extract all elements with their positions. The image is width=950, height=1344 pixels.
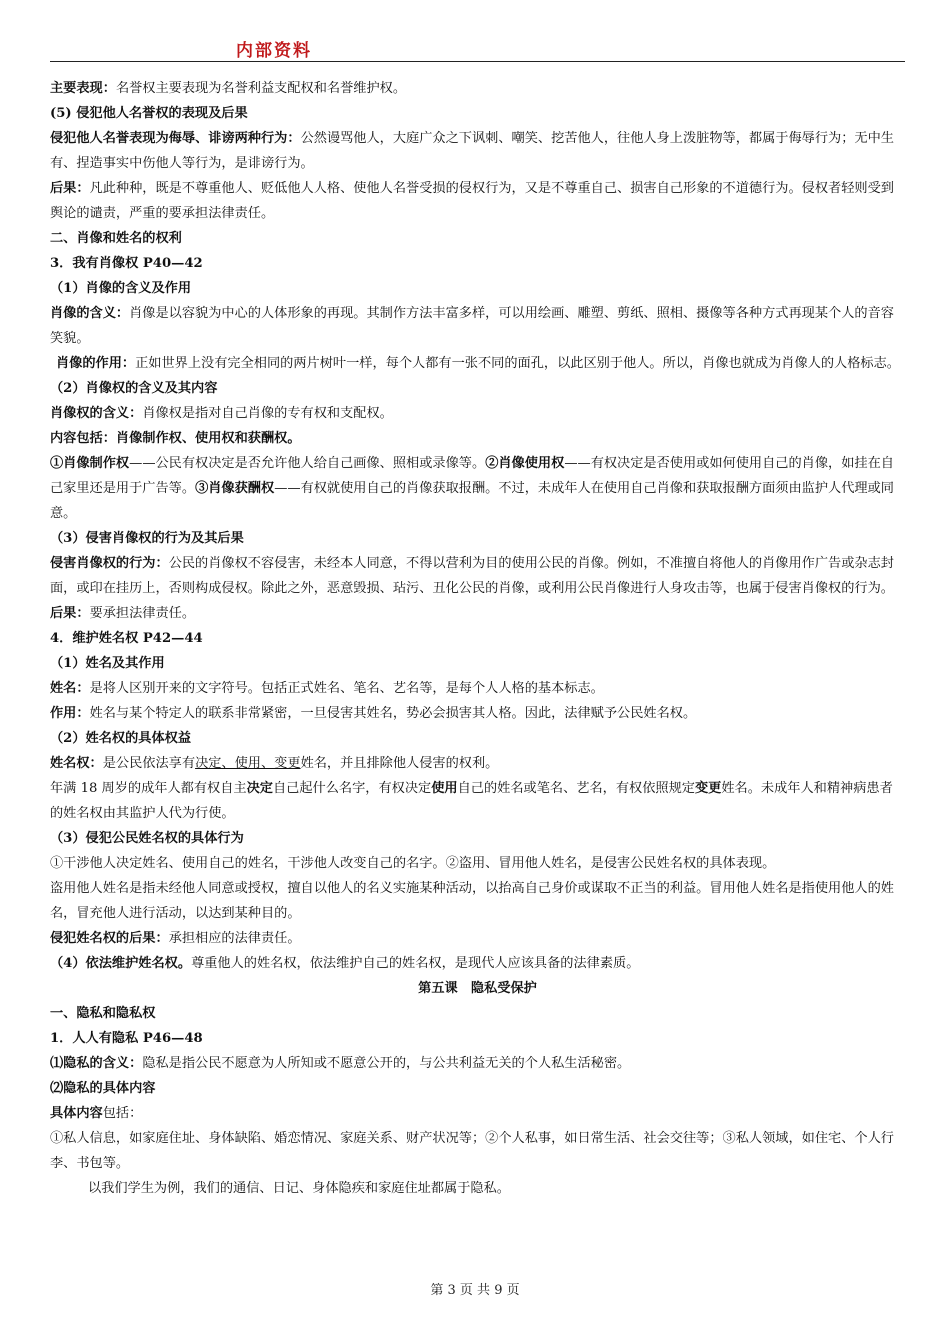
subheading-portrait-right-content: （2）肖像权的含义及其内容: [50, 381, 218, 396]
lesson-five-title: 第五课 隐私受保护: [418, 981, 537, 996]
para-student-privacy-example: 以我们学生为例，我们的通信、日记、身体隐疾和家庭住址都属于隐私。: [88, 1181, 510, 1196]
internal-material-stamp: 内部资料: [236, 41, 312, 61]
para-portrait-meaning: 肖像的含义：肖像是以容貌为中心的人体形象的再现。其制作方法丰富多样，可以用绘画、雕塑、剪纸、照相、摄像等各种方式再现某个人的音容笑貌。: [50, 306, 894, 346]
para-privacy-meaning: ⑴隐私的含义：隐私是指公民不愿意为人所知或不愿意公开的，与公共利益无关的个人私生活秘密。: [50, 1056, 631, 1071]
para-name-right-definition: 姓名权：是公民依法享有决定、使用、变更姓名，并且排除他人侵害的权利。: [50, 756, 499, 771]
subheading-portrait-meaning: （1）肖像的含义及作用: [50, 281, 192, 296]
subheading-name-function: （1）姓名及其作用: [50, 656, 165, 671]
subheading-privacy-content: ⑵隐私的具体内容: [50, 1081, 156, 1096]
line-specific-content: 具体内容包括：: [50, 1106, 143, 1121]
document-body: [50, 76, 905, 1201]
para-name-misuse: 盗用他人姓名是指未经他人同意或授权，擅自以他人的名义实施某种活动，以抬高自己身价或谋取不正当的利益。冒用他人姓名是指使用他人的姓名，冒充他人进行活动，以达到某种目的。: [50, 881, 894, 921]
para-portrait-infringement: 侵害肖像权的行为：公民的肖像权不容侵害，未经本人同意，不得以营利为目的使用公民的肖像。例如，不准擅自将他人的肖像用作广告或杂志封面，或印在挂历上，否则构成侵权。除此之外，恶意毁损、玷污、丑化公民的肖像，或利用公民肖像进行人身攻击等，也属于侵害肖像权的行为。: [50, 556, 894, 596]
heading-everyone-has-privacy: 1．人人有隐私 P46—48: [50, 1031, 203, 1046]
para-insult-defamation: 侵犯他人名誉表现为侮辱、诽谤两种行为：公然谩骂他人，大庭广众之下讽刺、嘲笑、挖苦他人，往他人身上泼脏物等，都属于侮辱行为；无中生有、捏造事实中伤他人等行为，是诽谤行为。: [50, 131, 894, 171]
line-main-manifestation: 主要表现：名誉权主要表现为名誉利益支配权和名誉维护权。: [50, 81, 407, 96]
para-protect-name-right: （4）依法维护姓名权。尊重他人的姓名权，依法维护自己的姓名权，是现代人应该具备的法律素质。: [50, 956, 640, 971]
heading-portrait-right: 3．我有肖像权 P40—42: [50, 256, 203, 271]
para-portrait-right-meaning: 肖像权的含义：肖像权是指对自己肖像的专有权和支配权。: [50, 406, 393, 421]
subheading-infringe-reputation: (5) 侵犯他人名誉权的表现及后果: [50, 106, 248, 121]
para-name-definition: 姓名：是将人区别开来的文字符号。包括正式姓名、笔名、艺名等，是每个人人格的基本标志。: [50, 681, 604, 696]
para-portrait-function: 肖像的作用：正如世界上没有完全相同的两片树叶一样，每个人都有一张不同的面孔，以此区别于他人。所以，肖像也就成为肖像人的人格标志。: [56, 356, 900, 371]
subheading-name-infringement: （3）侵犯公民姓名权的具体行为: [50, 831, 244, 846]
header-rule: [50, 61, 905, 62]
heading-privacy: 一、隐私和隐私权: [50, 1006, 156, 1021]
heading-portrait-name-rights: 二、肖像和姓名的权利: [50, 231, 182, 246]
line-content-includes: 内容包括：肖像制作权、使用权和获酬权。: [50, 431, 301, 446]
line-name-infringement-consequence: 侵犯姓名权的后果：承担相应的法律责任。: [50, 931, 301, 946]
subheading-name-right-benefits: （2）姓名权的具体权益: [50, 731, 192, 746]
para-adult-name-right: 年满 18 周岁的成年人都有权自主决定自己起什么名字，有权决定使用自己的姓名或笔名、艺名，有权依照规定变更姓名。未成年人和精神病患者的姓名权由其监护人代为行使。: [50, 781, 893, 821]
page-number: 第 3 页 共 9 页: [430, 1283, 520, 1298]
para-name-infringement-list: ①干涉他人决定姓名、使用自己的姓名，干涉他人改变自己的名字。②盗用、冒用他人姓名，是侵害公民姓名权的具体表现。: [50, 856, 776, 871]
para-privacy-items: ①私人信息，如家庭住址、身体缺陷、婚恋情况、家庭关系、财产状况等；②个人私事，如日常生活、社会交往等；③私人领域，如住宅、个人行李、书包等。: [50, 1131, 894, 1171]
heading-name-right: 4．维护姓名权 P42—44: [50, 631, 203, 646]
para-name-function: 作用：姓名与某个特定人的联系非常紧密，一旦侵害其姓名，势必会损害其人格。因此，法律赋予公民姓名权。: [50, 706, 697, 721]
para-consequence-reputation: 后果：凡此种种，既是不尊重他人、贬低他人人格、使他人名誉受损的侵权行为，又是不尊重自己、损害自己形象的不道德行为。侵权者轻则受到舆论的谴责，严重的要承担法律责任。: [50, 181, 894, 221]
subheading-portrait-infringement: （3）侵害肖像权的行为及其后果: [50, 531, 244, 546]
para-portrait-sub-rights: ①肖像制作权——公民有权决定是否允许他人给自己画像、照相或录像等。②肖像使用权——有权决定是否使用或如何使用自己的肖像，如挂在自己家里还是用于广告等。③肖像获酬权——有权就使用自己的肖像获取报酬。不过，未成年人在使用自己肖像和获取报酬方面须由监护人代理或同意。: [50, 456, 894, 521]
line-consequence-portrait: 后果：要承担法律责任。: [50, 606, 196, 621]
